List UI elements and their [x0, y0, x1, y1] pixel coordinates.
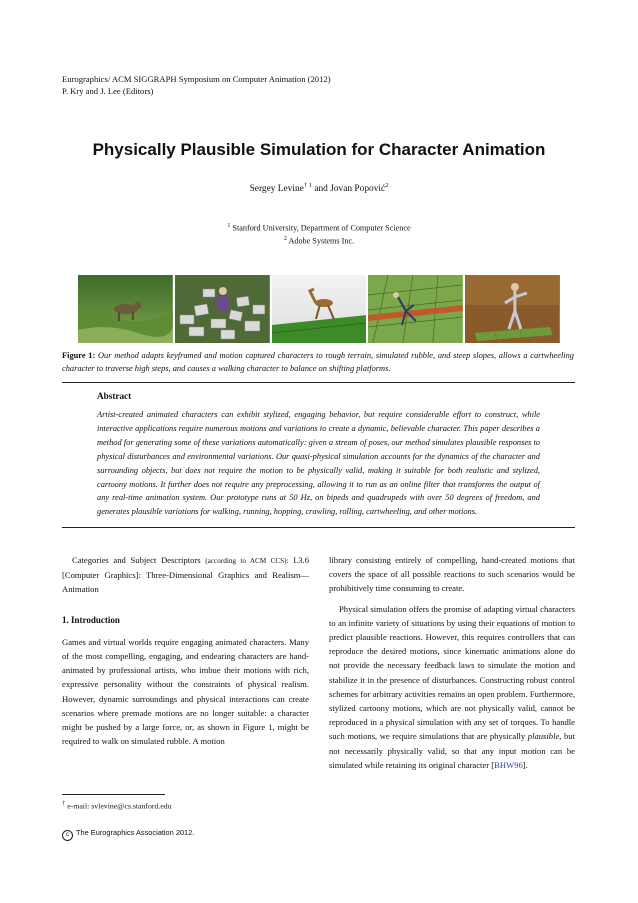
high-steps-image — [368, 275, 463, 343]
para2-emphasis: plausible — [527, 731, 560, 742]
steep-slope-image — [272, 275, 367, 343]
author-and: and — [314, 184, 328, 195]
section-heading-introduction: 1. Introduction — [62, 614, 120, 625]
categories-paren: (according to ACM CCS): — [205, 557, 289, 565]
para2-text-b: , but not necessarily physically valid, so that any input motion can be simulated while retaining its original character [ — [329, 731, 575, 770]
rubble-image — [175, 275, 270, 343]
shifting-platforms-image — [465, 275, 560, 343]
left-column — [62, 553, 309, 748]
copyright-notice — [62, 828, 194, 841]
para2-text-a: Physical simulation offers the promise of adapting virtual characters to an infinite variety of situations by using their equations of motion to predict plausible reactions. However, this requires controllers that can reproduce the desired motions, since kinematic animations alone do not provide the necessary feedback laws to simulate the motion and stabilize it in the presence of disturbances. Constructing robust control schemes for arbitrary activities remains an open problem. Furthermore, stylized cartoony motions, which are not physically valid, cannot be reproduced in a physical simulation with any set of torques. To handle such motions, we require simulations that are physically — [329, 603, 575, 742]
author-1-marks: † 1 — [303, 182, 312, 189]
affiliation-1-text: Stanford University, Department of Computer Science — [232, 223, 411, 233]
venue-line-2: P. Kry and J. Lee (Editors) — [62, 86, 154, 96]
footnote — [62, 800, 172, 811]
footnote-email: e-mail: svlevine@cs.stanford.edu — [67, 801, 172, 811]
figure-1 — [78, 275, 560, 343]
affiliation-2-num: 2 — [283, 235, 287, 242]
citation-link-bhw96[interactable]: BHW96 — [494, 759, 523, 770]
caption-text: Our method adapts keyframed and motion captured characters to rough terrain, simulated rubble, and steep slopes, allows a cartwheeling character to traverse high steps, and causes a walking character to balance on shifting platforms. — [62, 351, 574, 373]
paper-title: Physically Plausible Simulation for Character Animation — [92, 140, 546, 159]
caption-label: Figure 1: — [62, 351, 96, 360]
copyright-text: The Eurographics Association 2012. — [76, 828, 195, 837]
author-line — [0, 182, 638, 194]
figure-panel-steep-slope — [272, 275, 367, 343]
footnote-rule — [62, 794, 165, 795]
venue-line-1: Eurographics/ ACM SIGGRAPH Symposium on Computer Animation (2012) — [62, 74, 331, 84]
affiliation-2 — [0, 234, 638, 247]
author-2: Jovan Popović — [330, 184, 386, 195]
author-2-mark: 2 — [385, 182, 389, 189]
affiliation-1-num: 1 — [227, 223, 231, 229]
affiliation-2-text: Adobe Systems Inc. — [288, 236, 355, 246]
venue-header — [62, 73, 331, 97]
categories-label: Categories and Subject Descriptors — [72, 555, 201, 565]
affiliation-1 — [0, 221, 638, 234]
rough-terrain-image — [78, 275, 173, 343]
intro-paragraph-2 — [329, 602, 575, 772]
categories-text: I.3.6 [Computer Graphics]: Three-Dimensional Graphics and Realism—Animation — [62, 555, 309, 595]
figure-panel-shifting-platforms — [465, 275, 560, 343]
abstract-bottom-rule — [62, 527, 575, 528]
para2-text-end: ]. — [522, 759, 528, 770]
copyright-symbol: c — [62, 830, 73, 841]
affiliations — [0, 221, 638, 246]
intro-paragraph-continued: library consisting entirely of compelling, hand-created motions that covers the space of all possible reactions to such scenarios would be prohibitively time consuming to create. — [329, 555, 575, 594]
footnote-mark: † — [62, 800, 66, 807]
abstract-text: Artist-created animated characters can exhibit stylized, engaging behavior, but require considerable effort to construct, while interactive applications require numerous motions and variations to create a dynamic, believable character. This paper describes a method for generating some of these variations automatically: given a stream of poses, our method simulates plausible responses to physical disturbances and environmental variations. Our quasi-physical simulation accounts for the dynamics of the character and surrounding objects, but does not require the motion to be physically valid, making it suitable for both realistic and stylized, cartoony motions. It further does not require any preprocessing, allowing it to run as an online filter that transforms the output of any real-time animation system. Our prototype runs at 50 Hz, on bipeds and quadrupeds with over 50 degrees of freedom, and generates plausible variations for walking, running, hopping, crawling, rolling, cartwheeling, and other motions. — [97, 410, 540, 517]
figure-panel-rough-terrain — [78, 275, 173, 343]
categories-paragraph — [62, 553, 309, 597]
abstract-top-rule — [62, 382, 575, 383]
figure-panel-rubble — [175, 275, 270, 343]
figure-caption — [62, 349, 574, 375]
right-column — [329, 553, 575, 772]
figure-panel-high-steps — [368, 275, 463, 343]
intro-paragraph-1: Games and virtual worlds require engaging animated characters. Many of the most compelling, engaging, and endearing characters are hand-animated by professional artists, who imbue their motions with rich, expressive personality without the constraints of physical realism. However, dynamic surroundings and physical interactions can create scenarios where premade motions are no longer suitable: a character might be pushed by a large force, or, as shown in Figure 1, might be required to walk on simulated rubble. A motion — [62, 636, 309, 747]
author-1: Sergey Levine — [249, 184, 304, 195]
abstract-heading: Abstract — [97, 391, 132, 401]
